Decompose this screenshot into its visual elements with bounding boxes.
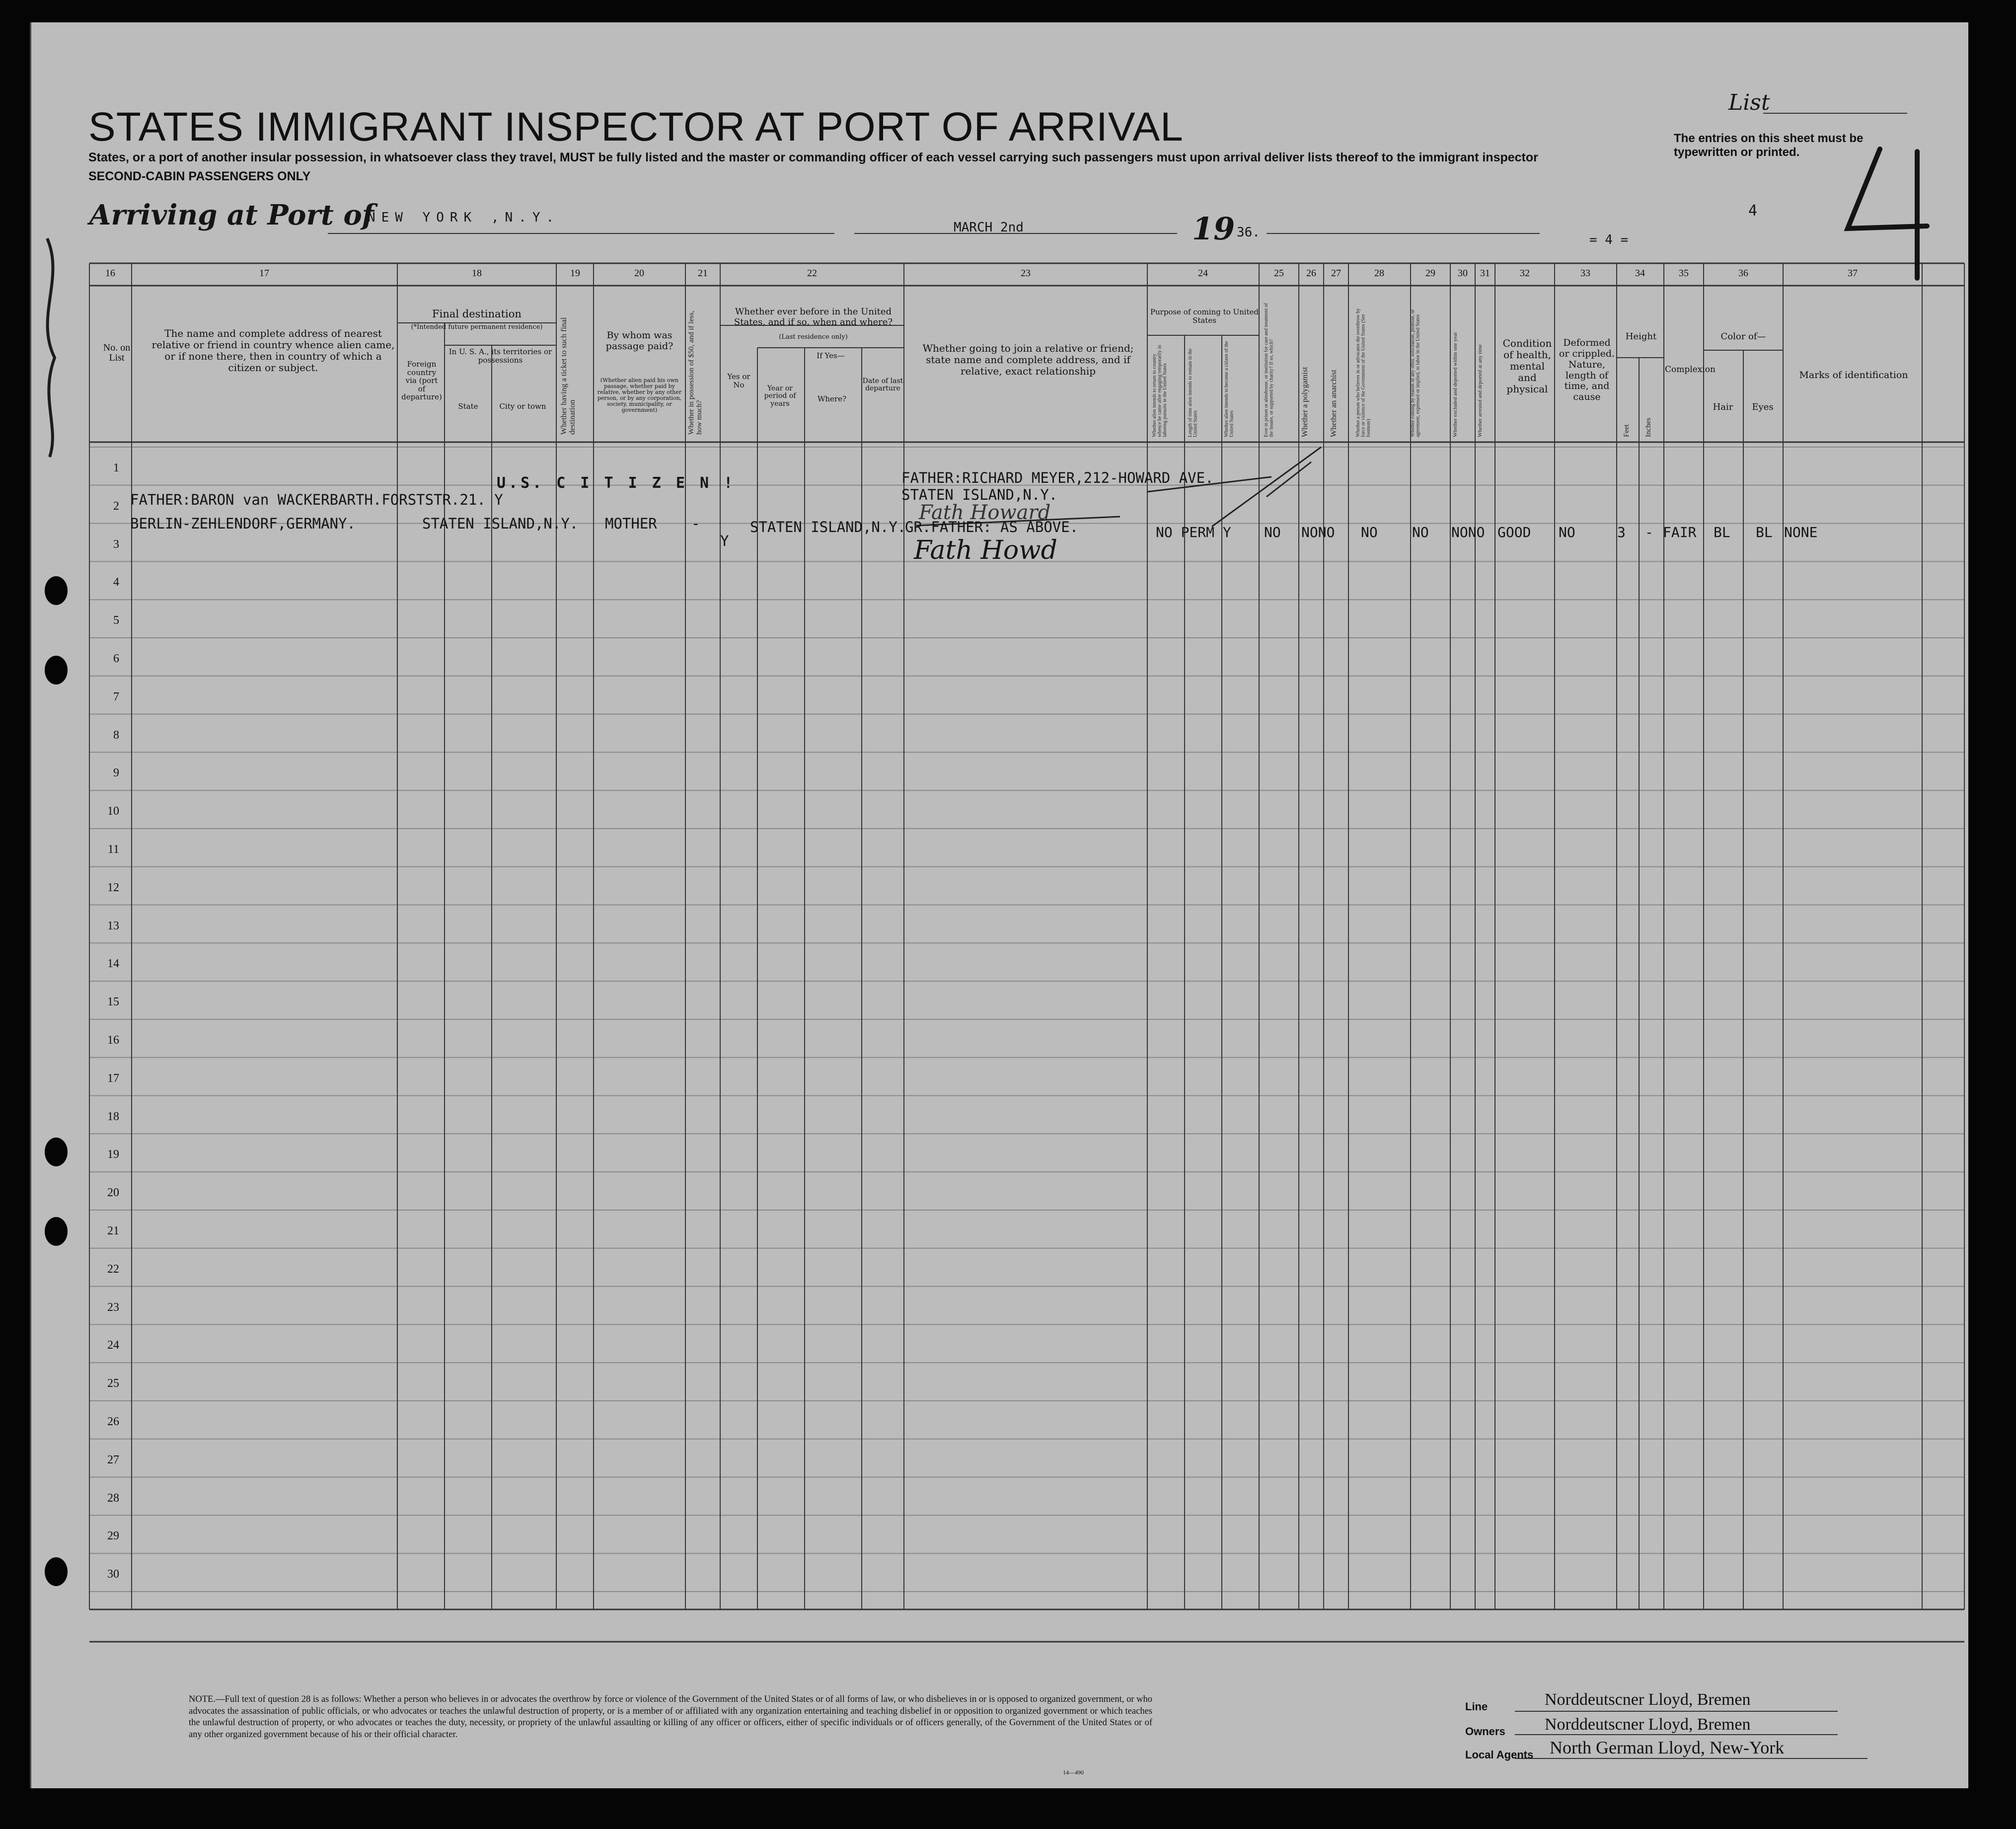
row-number: 5 — [113, 614, 119, 627]
row-number: 13 — [107, 919, 119, 932]
complexion-header: Complexion — [1665, 365, 1716, 375]
final-destination-header: Final destination — [432, 308, 522, 320]
column-number: 20 — [634, 268, 644, 279]
form-number: 14—490 — [1063, 1769, 1084, 1776]
height-header: Height — [1625, 331, 1657, 342]
column-number: 22 — [807, 268, 817, 279]
row-number: 15 — [107, 995, 119, 1009]
row-number: 30 — [107, 1568, 119, 1581]
row-number: 19 — [107, 1148, 119, 1161]
column-number: 37 — [1848, 268, 1858, 279]
health-header: Condition of health, mental and physical — [1502, 337, 1552, 395]
column-number: 29 — [1425, 268, 1435, 279]
column-number: 31 — [1480, 268, 1490, 279]
row-number: 21 — [107, 1224, 119, 1237]
row-number: 23 — [107, 1300, 119, 1314]
before-in-us-header: Whether ever before in the United States, and if so, when and where? — [734, 306, 893, 327]
row2-passage-paid: MOTHER — [605, 515, 657, 532]
row2-health: GOOD — [1497, 524, 1531, 540]
entries-note: The entries on this sheet must be typewritten or printed. — [1674, 132, 1864, 159]
purpose-length-header: Length of time alien intends to remain in the United States — [1188, 348, 1198, 437]
arrival-date: MARCH 2nd — [954, 220, 1024, 235]
labor-offer-header: Whether coming by reason of any offer, solicitation, promise, or agreement, expressed or implied, to labor in the United States — [1410, 309, 1421, 437]
row1-join-relative-line2: STATEN ISLAND,N.Y. — [901, 486, 1058, 503]
purpose-header: Purpose of coming to United States — [1150, 307, 1259, 325]
city-header: City or town — [499, 402, 546, 411]
list-label: List — [1728, 90, 1770, 115]
row-number: 18 — [107, 1110, 119, 1123]
row2-fifty-dollars: - — [691, 515, 700, 532]
row2-inches: - — [1645, 524, 1653, 540]
row2-excluded-deported: NONO — [1451, 524, 1485, 540]
row2-before-where: STATEN ISLAND,N.Y. — [750, 519, 906, 535]
passage-paid-header: By whom was passage paid? — [605, 330, 673, 352]
line-stamp: Norddeutscner Lloyd, Bremen — [1545, 1690, 1751, 1709]
row2-before-yes: Y — [720, 533, 729, 549]
eyes-header: Eyes — [1752, 402, 1774, 412]
relative-header: The name and complete address of nearest relative or friend in country whence alien came, or if none there, then in country of which a citizen or subject. — [151, 327, 395, 374]
yes-no-header: Yes or No — [727, 372, 750, 389]
foreign-country-header: Foreign country via (port of departure) — [401, 360, 442, 401]
row-number: 24 — [107, 1339, 119, 1352]
excluded-header: Whether excluded and deported within one year — [1452, 332, 1458, 437]
instruction-line: States, or a port of another insular possession, in whatsoever class they travel, MUST be fully listed and the master or commanding officer of each vessel carrying such passengers must upon arrival deliver lists thereof to the immigrant inspector — [88, 151, 1538, 164]
deported-header: Whether arrested and deported at any time — [1477, 344, 1483, 437]
row2-complexion: FAIR — [1663, 524, 1697, 540]
polygamist-header: Whether a polygamist — [1301, 367, 1309, 437]
page-mark: 4 — [1748, 202, 1758, 220]
row-number: 16 — [107, 1034, 119, 1047]
owners-label: Owners — [1465, 1725, 1505, 1738]
inches-header: Inches — [1644, 417, 1652, 437]
state-header: State — [458, 402, 478, 411]
column-number: 28 — [1374, 268, 1384, 279]
owners-stamp: Norddeutscner Lloyd, Bremen — [1545, 1715, 1751, 1734]
arriving-label: Arriving at Port of — [89, 199, 374, 231]
before-in-us-sub: (Last residence only) — [779, 333, 848, 341]
overthrow-header: Whether a person who believes in or advocates the overthrow by force or violence of the Government of the United States (See footnote) — [1355, 308, 1371, 437]
purpose-citizen-header: Whether alien intends to become a citizen of the United States — [1224, 341, 1235, 437]
row-number: 3 — [113, 537, 119, 551]
column-number: 26 — [1306, 268, 1316, 279]
row1-join-relative: FATHER:RICHARD MEYER,212-HOWARD AVE. — [901, 469, 1214, 486]
cabin-class-label: SECOND-CABIN PASSENGERS ONLY — [88, 169, 311, 183]
row2-feet: 3 — [1617, 524, 1626, 540]
row-number: 2 — [113, 499, 119, 513]
question-28-note: NOTE.—Full text of question 28 is as follows: Whether a person who believes in or advocates the overthrow by force or violence of the Government of the United States or of all forms of law, or who disbelieves in or is opposed to organized government, or who advocates the assassination of public officials, or who advocates or teaches the unlawful destruction of property, or is a member of or affiliated with any organization entertaining and teaching disbelief in or opposition to organized government or which teaches the unlawful destruction of property, or who advocates or teaches the duty, necessity, or propriety of the unlawful assaulting or killing of any officer or officers, either of specific individuals or of officers generally, of the Government of the United States or of any other organized government because of his or their official character. — [189, 1694, 1152, 1740]
year-prefix: 19 — [1192, 211, 1235, 247]
column-number: 36 — [1738, 268, 1748, 279]
row-number: 6 — [113, 652, 119, 665]
row-number: 29 — [107, 1529, 119, 1543]
row-number: 12 — [107, 881, 119, 894]
column-number: 17 — [259, 268, 269, 279]
row-number: 17 — [107, 1071, 119, 1085]
row2-eyes: BL — [1756, 524, 1773, 540]
row-number: 7 — [113, 690, 119, 703]
row2-deformed: NO — [1559, 524, 1575, 540]
column-number: 21 — [698, 268, 708, 279]
purpose-return-header: Whether alien intends to return to country whence he came after engaging temporarily in laboring pursuits in the United States — [1152, 345, 1168, 437]
handwritten-list-number — [1848, 149, 1927, 278]
row-number: 27 — [107, 1453, 119, 1466]
anarchist-header: Whether an anarchist — [1330, 370, 1338, 437]
port-value: NEW YORK ,N.Y. — [368, 210, 560, 225]
column-number: 27 — [1331, 268, 1341, 279]
column-number: 33 — [1580, 268, 1590, 279]
row-number: 25 — [107, 1377, 119, 1390]
ticket-header: Whether having a ticket to such final destination — [560, 317, 577, 435]
usa-header: In U. S. A., its territories or possessions — [448, 347, 552, 365]
row2-prison: NO — [1264, 524, 1281, 540]
column-number: 19 — [570, 268, 580, 279]
join-relative-header: Whether going to join a relative or friend; state name and complete address, and if relative, exact relationship — [922, 342, 1134, 377]
us-citizen-stamp: U.S. C I T I Z E N ! — [497, 474, 736, 492]
marks-header: Marks of identification — [1799, 370, 1908, 381]
row-number: 26 — [107, 1415, 119, 1428]
feet-header: Feet — [1623, 424, 1631, 437]
year-suffix: 36. — [1237, 225, 1260, 240]
row2-destination: STATEN ISLAND,N.Y. — [422, 515, 579, 532]
row2-handwriting-struck: Fath Howard — [919, 501, 1051, 524]
row2-polygamist-anarchist: NONO — [1301, 524, 1335, 540]
row-number: 11 — [107, 843, 119, 856]
agents-label: Local Agents — [1465, 1749, 1534, 1761]
row2-overthrow: NO — [1361, 524, 1378, 540]
line-label: Line — [1465, 1700, 1488, 1713]
row2-relative-line1: FATHER:BARON van WACKERBARTH.FORSTSTR.21. Y — [130, 491, 503, 508]
row-number: 10 — [107, 805, 119, 818]
row-number: 28 — [107, 1491, 119, 1505]
column-number: 32 — [1520, 268, 1530, 279]
form-title: STATES IMMIGRANT INSPECTOR AT PORT OF ARRIVAL — [88, 104, 1184, 150]
hair-header: Hair — [1713, 402, 1733, 412]
row2-handwriting: Fath Howd — [914, 535, 1057, 565]
row-number: 22 — [107, 1262, 119, 1276]
column-number: 16 — [105, 268, 115, 279]
if-yes-label: If Yes— — [817, 351, 845, 360]
column-number: 30 — [1458, 268, 1468, 279]
column-number: 24 — [1198, 268, 1208, 279]
column-number: 34 — [1635, 268, 1645, 279]
row2-hair: BL — [1714, 524, 1730, 540]
row2-relative-line2: BERLIN-ZEHLENDORF,GERMANY. — [130, 515, 356, 532]
column-number: 18 — [472, 268, 482, 279]
date-departure-header: Date of last departure — [862, 377, 903, 393]
year-header: Year or period of years — [764, 384, 796, 408]
row2-purpose: NO PERM Y — [1156, 524, 1231, 540]
column-number: 35 — [1679, 268, 1689, 279]
deformed-header: Deformed or crippled. Nature, length of time, and cause — [1559, 337, 1615, 403]
row-number: 1 — [113, 461, 119, 474]
no-on-list-header: No. on List — [103, 342, 131, 363]
column-number: 25 — [1274, 268, 1284, 279]
where-header: Where? — [817, 394, 847, 403]
row2-join-relative: GR.FATHER: AS ABOVE. — [905, 519, 1079, 535]
prison-header: Ever in prison or almshouse, or institution for care and treatment of the insane, or supported by charity? If so, which? — [1264, 303, 1274, 437]
row-number: 8 — [113, 728, 119, 742]
agents-stamp: North German Lloyd, New-York — [1550, 1738, 1785, 1757]
color-header: Color of— — [1720, 331, 1766, 342]
row2-marks: NONE — [1784, 524, 1818, 540]
row2-labor-offer: NO — [1412, 524, 1429, 540]
row-number: 20 — [107, 1186, 119, 1200]
list-number-typed: = 4 = — [1589, 232, 1629, 247]
row-number: 9 — [113, 766, 119, 780]
fifty-dollars-header: Whether in possession of $50, and if less, how much? — [687, 310, 703, 435]
row-number: 4 — [113, 576, 119, 589]
row-number: 14 — [107, 957, 119, 971]
final-destination-sub: (*Intended future permanent residence) — [411, 323, 543, 331]
column-number: 23 — [1021, 268, 1031, 279]
passage-paid-sub: (Whether alien paid his own passage, whether paid by relative, whether by any other person, or by any corporation, society, municipality, or government) — [597, 377, 682, 414]
